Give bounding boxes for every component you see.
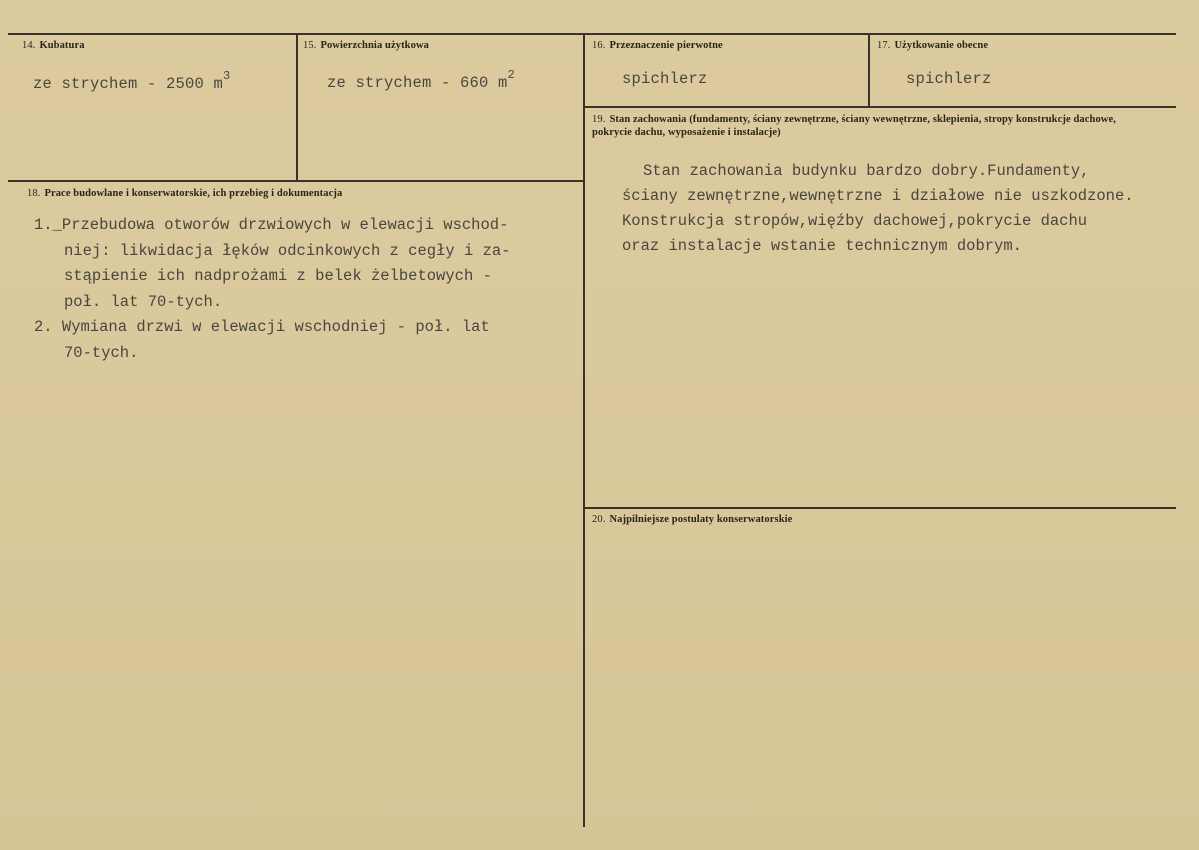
field-20-title: Najpilniejsze postulaty konserwatorskie xyxy=(609,514,793,525)
main-vertical-divider xyxy=(583,34,585,827)
field-20-number: 20. xyxy=(592,514,606,525)
field-15-text: ze strychem - 660 m xyxy=(327,74,508,93)
field-18-line: niej: likwidacja łęków odcinkowych z cegły i za- xyxy=(64,241,511,260)
rule-under-16-17 xyxy=(584,106,1176,108)
field-17-value: spichlerz xyxy=(906,70,992,88)
field-18-line: 70-tych. xyxy=(64,343,139,362)
top-rule xyxy=(8,33,1176,35)
field-16-value: spichlerz xyxy=(622,70,708,88)
field-15-label xyxy=(303,39,429,52)
field-14-title: Kubatura xyxy=(39,40,85,51)
field-18-title: Prace budowlane i konserwatorskie, ich przebieg i dokumentacja xyxy=(44,188,343,199)
field-19-title: Stan zachowania (fundamenty, ściany zewnętrzne, ściany wewnętrzne, sklepienia, stropy konstrukcje dachowe, pokrycie dachu, wyposażenie i instalacje) xyxy=(592,114,1116,138)
field-14-unit-sup: 3 xyxy=(223,69,231,83)
field-18-line: stąpienie ich nadprożami z belek żelbetowych - xyxy=(64,267,492,285)
divider-14-15 xyxy=(296,34,298,180)
field-15-value xyxy=(327,68,515,93)
field-19-line: Stan zachowania budynku bardzo dobry.Fundamenty, xyxy=(643,162,1090,180)
field-18-line: poł. lat 70-tych. xyxy=(64,292,223,311)
field-19-line: oraz instalacje wstanie technicznym dobrym. xyxy=(622,237,1022,255)
field-17-number: 17. xyxy=(877,40,891,51)
field-15-number: 15. xyxy=(303,40,317,51)
divider-16-17 xyxy=(868,34,870,106)
rule-under-19 xyxy=(584,507,1176,509)
field-15-title: Powierzchnia użytkowa xyxy=(320,40,429,51)
field-19-line: Konstrukcja stropów,więźby dachowej,pokrycie dachu xyxy=(622,212,1088,230)
field-20-label xyxy=(592,513,792,526)
field-17-label xyxy=(877,39,988,52)
field-14-number: 14. xyxy=(22,40,36,51)
field-18-label xyxy=(27,187,342,200)
field-18-line: 1._Przebudowa otworów drzwiowych w elewacji wschod- xyxy=(34,216,509,234)
field-19-line: ściany zewnętrzne,wewnętrzne i działowe nie uszkodzone. xyxy=(622,187,1134,205)
field-18-line: 2. Wymiana drzwi w elewacji wschodniej - poł. lat xyxy=(34,318,490,336)
rule-under-14-15 xyxy=(8,180,584,182)
field-15-unit-sup: 2 xyxy=(507,68,515,82)
field-16-title: Przeznaczenie pierwotne xyxy=(609,40,723,51)
field-19-number: 19. xyxy=(592,114,606,125)
field-16-label xyxy=(592,39,723,52)
field-14-text: ze strychem - 2500 m xyxy=(33,75,224,94)
field-19-text xyxy=(622,159,1134,259)
field-18-number: 18. xyxy=(27,188,41,199)
field-17-title: Użytkowanie obecne xyxy=(894,40,989,51)
field-18-text xyxy=(34,213,510,366)
field-14-value xyxy=(33,69,231,94)
field-16-number: 16. xyxy=(592,40,606,51)
field-14-label xyxy=(22,39,85,52)
field-19-label xyxy=(592,113,1157,139)
